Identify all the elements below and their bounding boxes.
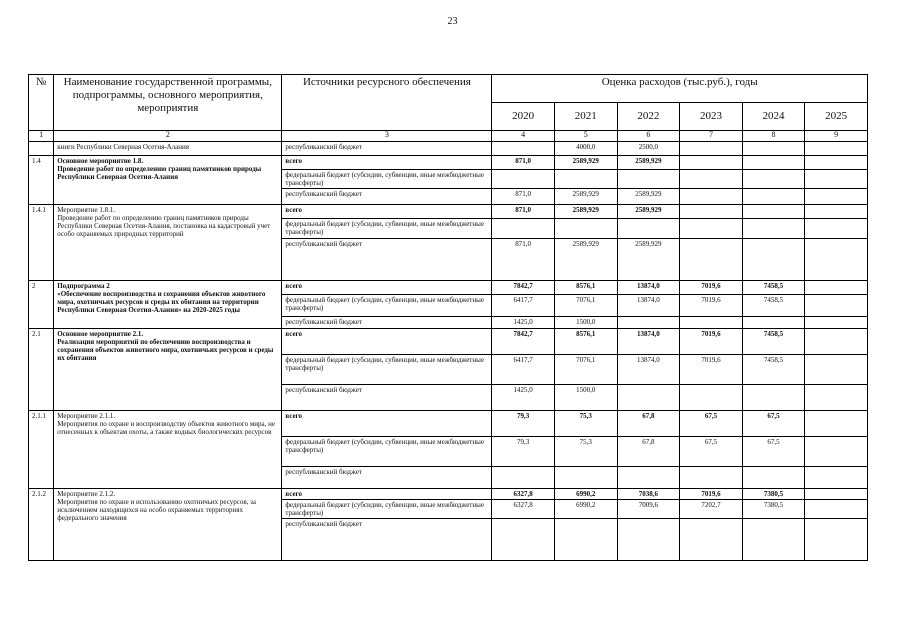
amount-cell: 2589,929 bbox=[554, 156, 617, 170]
table-body bbox=[29, 142, 868, 561]
amount-cell bbox=[805, 239, 868, 281]
budget-table bbox=[28, 74, 868, 561]
amount-cell: 7458,5 bbox=[742, 355, 805, 385]
amount-cell bbox=[492, 142, 555, 156]
amount-cell bbox=[680, 467, 743, 489]
funding-source: федеральный бюджет (субсидии, субвенции, иные межбюджетные трансферты) bbox=[282, 295, 492, 317]
amount-cell bbox=[554, 219, 617, 239]
amount-cell bbox=[492, 519, 555, 561]
amount-cell bbox=[805, 489, 868, 500]
row-number: 2.1.2 bbox=[29, 489, 54, 561]
amount-cell: 1425,0 bbox=[492, 385, 555, 411]
amount-cell bbox=[554, 519, 617, 561]
amount-cell bbox=[742, 385, 805, 411]
amount-cell: 7380,5 bbox=[742, 500, 805, 519]
amount-cell: 7202,7 bbox=[680, 500, 743, 519]
funding-source: всего bbox=[282, 156, 492, 170]
row-number: 2 bbox=[29, 281, 54, 329]
amount-cell bbox=[742, 317, 805, 329]
amount-cell: 67,5 bbox=[680, 437, 743, 467]
funding-source: республиканский бюджет bbox=[282, 317, 492, 329]
program-name: Мероприятие 2.1.1. Мероприятия по охране и воспроизводству объектов животного мира, не отнесенных к объектам охоты, а также водных биологических ресурсов bbox=[54, 411, 282, 489]
program-name: Основное мероприятие 1.8. Проведение работ по определению границ памятников природы Республики Северная Осетия-Алания bbox=[54, 156, 282, 205]
amount-cell: 13874,0 bbox=[617, 329, 680, 355]
amount-cell bbox=[680, 156, 743, 170]
amount-cell bbox=[617, 170, 680, 189]
amount-cell: 2589,929 bbox=[617, 156, 680, 170]
amount-cell bbox=[805, 205, 868, 219]
amount-cell: 1425,0 bbox=[492, 317, 555, 329]
header-year: 2020 bbox=[492, 103, 555, 131]
amount-cell bbox=[680, 170, 743, 189]
amount-cell: 79,3 bbox=[492, 411, 555, 437]
funding-source: федеральный бюджет (субсидии, субвенции, иные межбюджетные трансферты) bbox=[282, 437, 492, 467]
funding-source: республиканский бюджет bbox=[282, 189, 492, 205]
amount-cell bbox=[805, 317, 868, 329]
header-year: 2024 bbox=[742, 103, 805, 131]
amount-cell bbox=[554, 170, 617, 189]
amount-cell: 6327,8 bbox=[492, 500, 555, 519]
amount-cell: 7458,5 bbox=[742, 295, 805, 317]
amount-cell: 79,3 bbox=[492, 437, 555, 467]
funding-source: республиканский бюджет bbox=[282, 519, 492, 561]
amount-cell bbox=[680, 239, 743, 281]
funding-source: республиканский бюджет bbox=[282, 467, 492, 489]
amount-cell: 7019,6 bbox=[680, 329, 743, 355]
amount-cell: 7842,7 bbox=[492, 281, 555, 295]
table-row bbox=[29, 411, 868, 437]
row-number: 1.4.1 bbox=[29, 205, 54, 281]
row-number: 2.1 bbox=[29, 329, 54, 411]
column-index: 7 bbox=[680, 131, 743, 142]
header-number: № bbox=[29, 75, 54, 131]
table-row bbox=[29, 205, 868, 219]
amount-cell: 8576,1 bbox=[554, 281, 617, 295]
amount-cell bbox=[680, 205, 743, 219]
table-row bbox=[29, 156, 868, 170]
amount-cell bbox=[680, 385, 743, 411]
row-number: 2.1.1 bbox=[29, 411, 54, 489]
table-row bbox=[29, 329, 868, 355]
funding-source: федеральный бюджет (субсидии, субвенции, иные межбюджетные трансферты) bbox=[282, 355, 492, 385]
amount-cell bbox=[492, 219, 555, 239]
amount-cell: 7019,6 bbox=[680, 355, 743, 385]
amount-cell bbox=[680, 519, 743, 561]
amount-cell: 67,8 bbox=[617, 437, 680, 467]
amount-cell: 1500,0 bbox=[554, 385, 617, 411]
amount-cell bbox=[680, 142, 743, 156]
amount-cell bbox=[742, 467, 805, 489]
amount-cell: 871,0 bbox=[492, 156, 555, 170]
row-number: 1.4 bbox=[29, 156, 54, 205]
amount-cell: 67,5 bbox=[742, 411, 805, 437]
header-year: 2023 bbox=[680, 103, 743, 131]
amount-cell: 13874,0 bbox=[617, 295, 680, 317]
amount-cell bbox=[805, 329, 868, 355]
amount-cell: 871,0 bbox=[492, 189, 555, 205]
amount-cell bbox=[742, 239, 805, 281]
amount-cell bbox=[805, 500, 868, 519]
funding-source: федеральный бюджет (субсидии, субвенции, иные межбюджетные трансферты) bbox=[282, 500, 492, 519]
table-row bbox=[29, 281, 868, 295]
amount-cell bbox=[805, 189, 868, 205]
amount-cell: 2589,929 bbox=[554, 189, 617, 205]
amount-cell bbox=[805, 411, 868, 437]
header-name: Наименование государственной программы, подпрограммы, основного мероприятия, мероприятия bbox=[54, 75, 282, 131]
amount-cell bbox=[680, 317, 743, 329]
amount-cell: 7019,6 bbox=[680, 281, 743, 295]
funding-source: республиканский бюджет bbox=[282, 142, 492, 156]
amount-cell: 67,5 bbox=[680, 411, 743, 437]
amount-cell: 67,8 bbox=[617, 411, 680, 437]
row-number bbox=[29, 142, 54, 156]
funding-source: всего bbox=[282, 329, 492, 355]
amount-cell: 13874,0 bbox=[617, 281, 680, 295]
amount-cell: 13874,0 bbox=[617, 355, 680, 385]
header-source: Источники ресурсного обеспечения bbox=[282, 75, 492, 131]
amount-cell: 6327,8 bbox=[492, 489, 555, 500]
column-index: 2 bbox=[54, 131, 282, 142]
amount-cell: 7380,5 bbox=[742, 489, 805, 500]
amount-cell: 67,5 bbox=[742, 437, 805, 467]
amount-cell bbox=[805, 467, 868, 489]
amount-cell bbox=[680, 219, 743, 239]
amount-cell: 4000,0 bbox=[554, 142, 617, 156]
header-year: 2021 bbox=[554, 103, 617, 131]
amount-cell: 75,3 bbox=[554, 437, 617, 467]
column-index: 6 bbox=[617, 131, 680, 142]
amount-cell bbox=[742, 205, 805, 219]
amount-cell: 75,3 bbox=[554, 411, 617, 437]
amount-cell: 871,0 bbox=[492, 239, 555, 281]
program-name: Подпрограмма 2 «Обеспечение воспроизводства и сохранения объектов животного мира, охотничьих ресурсов и среды их обитания на территории Республики Северная Осетия-Алания» на 2020-2025 годы bbox=[54, 281, 282, 329]
header-estimate: Оценка расходов (тыс.руб.), годы bbox=[492, 75, 868, 103]
amount-cell bbox=[742, 142, 805, 156]
amount-cell: 7019,6 bbox=[680, 295, 743, 317]
amount-cell bbox=[492, 170, 555, 189]
amount-cell: 6990,2 bbox=[554, 489, 617, 500]
funding-source: республиканский бюджет bbox=[282, 385, 492, 411]
column-index: 5 bbox=[554, 131, 617, 142]
amount-cell bbox=[742, 156, 805, 170]
program-name: Основное мероприятие 2.1. Реализация мероприятий по обеспечению воспроизводства и сохранения объектов животного мира, охотничьих ресурсов и среды их обитания bbox=[54, 329, 282, 411]
amount-cell: 6990,2 bbox=[554, 500, 617, 519]
amount-cell: 7019,6 bbox=[680, 489, 743, 500]
amount-cell: 2500,0 bbox=[617, 142, 680, 156]
funding-source: федеральный бюджет (субсидии, субвенции, иные межбюджетные трансферты) bbox=[282, 170, 492, 189]
funding-source: федеральный бюджет (субсидии, субвенции, иные межбюджетные трансферты) bbox=[282, 219, 492, 239]
amount-cell bbox=[805, 142, 868, 156]
amount-cell bbox=[805, 281, 868, 295]
amount-cell bbox=[805, 437, 868, 467]
amount-cell: 6417,7 bbox=[492, 295, 555, 317]
amount-cell: 7076,1 bbox=[554, 295, 617, 317]
amount-cell: 7009,6 bbox=[617, 500, 680, 519]
amount-cell bbox=[492, 467, 555, 489]
amount-cell: 871,0 bbox=[492, 205, 555, 219]
page-number: 23 bbox=[447, 16, 458, 27]
amount-cell bbox=[617, 317, 680, 329]
funding-source: республиканский бюджет bbox=[282, 239, 492, 281]
amount-cell: 2589,929 bbox=[554, 205, 617, 219]
amount-cell: 7458,5 bbox=[742, 281, 805, 295]
amount-cell bbox=[805, 156, 868, 170]
amount-cell bbox=[742, 519, 805, 561]
amount-cell bbox=[554, 467, 617, 489]
program-name: Мероприятие 2.1.2. Мероприятия по охране и использованию охотничьих ресурсов, за исключением находящихся на особо охраняемых территориях федерального значения bbox=[54, 489, 282, 561]
column-index: 8 bbox=[742, 131, 805, 142]
amount-cell: 7458,5 bbox=[742, 329, 805, 355]
amount-cell bbox=[742, 189, 805, 205]
table-row bbox=[29, 489, 868, 500]
amount-cell bbox=[805, 170, 868, 189]
column-index: 1 bbox=[29, 131, 54, 142]
amount-cell bbox=[805, 385, 868, 411]
funding-source: всего bbox=[282, 411, 492, 437]
program-name: книги Республики Северная Осетия-Алания bbox=[54, 142, 282, 156]
amount-cell bbox=[742, 219, 805, 239]
amount-cell: 2589,929 bbox=[554, 239, 617, 281]
amount-cell: 8576,1 bbox=[554, 329, 617, 355]
header-year: 2025 bbox=[805, 103, 868, 131]
amount-cell bbox=[742, 170, 805, 189]
funding-source: всего bbox=[282, 489, 492, 500]
amount-cell: 7038,6 bbox=[617, 489, 680, 500]
program-name: Мероприятие 1.8.1. Проведение работ по определению границ памятников природы Республики Северная Осетия-Алания, постановка на кадастровый учет особо охраняемых природных территорий bbox=[54, 205, 282, 281]
amount-cell: 2589,929 bbox=[617, 239, 680, 281]
amount-cell bbox=[680, 189, 743, 205]
amount-cell bbox=[617, 467, 680, 489]
amount-cell: 1500,0 bbox=[554, 317, 617, 329]
amount-cell bbox=[617, 519, 680, 561]
amount-cell: 6417,7 bbox=[492, 355, 555, 385]
amount-cell bbox=[805, 219, 868, 239]
column-index: 9 bbox=[805, 131, 868, 142]
amount-cell bbox=[617, 385, 680, 411]
amount-cell: 7076,1 bbox=[554, 355, 617, 385]
amount-cell: 2589,929 bbox=[617, 205, 680, 219]
column-index: 4 bbox=[492, 131, 555, 142]
amount-cell: 7842,7 bbox=[492, 329, 555, 355]
funding-source: всего bbox=[282, 281, 492, 295]
table-row bbox=[29, 142, 868, 156]
amount-cell bbox=[805, 519, 868, 561]
header-year: 2022 bbox=[617, 103, 680, 131]
column-index: 3 bbox=[282, 131, 492, 142]
amount-cell bbox=[805, 355, 868, 385]
amount-cell: 2589,929 bbox=[617, 189, 680, 205]
amount-cell bbox=[805, 295, 868, 317]
funding-source: всего bbox=[282, 205, 492, 219]
amount-cell bbox=[617, 219, 680, 239]
